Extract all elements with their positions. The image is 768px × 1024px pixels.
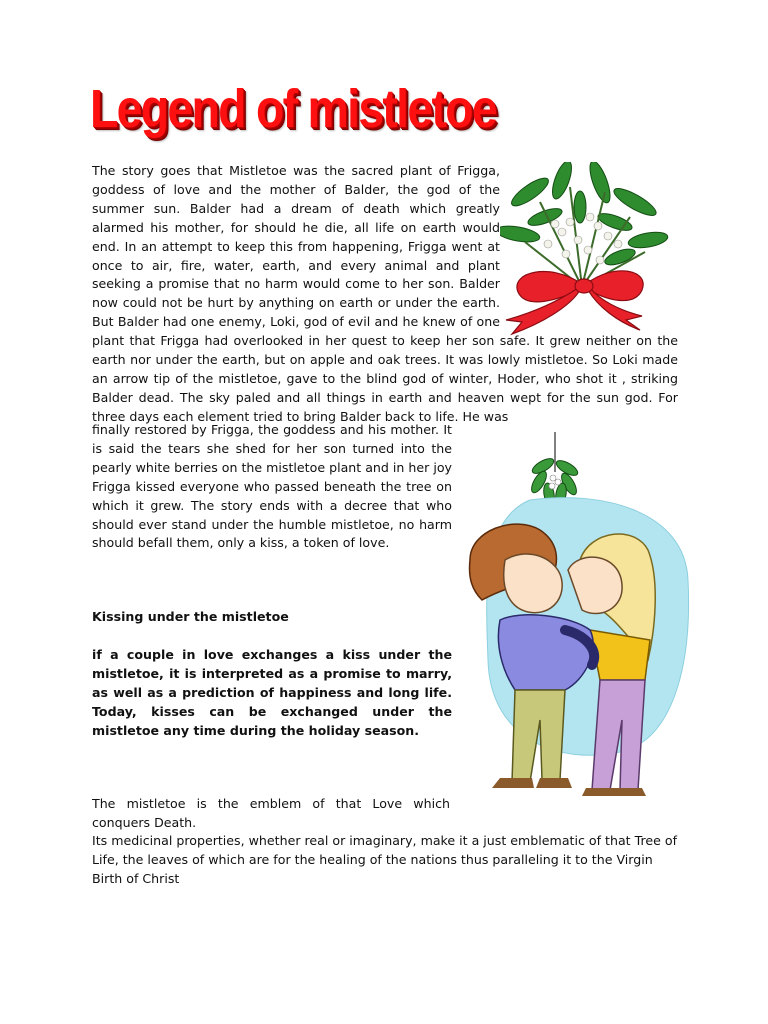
mistletoe-bouquet-illustration <box>500 162 672 340</box>
story-paragraph-1-text: The story goes that Mistletoe was the sacred plant of Frigga, goddess of love and the mother of Balder, the god of the summer sun. Balder had a dream of death which greatly alarmed his mother, for should he die, all life on earth would end. In an attempt to keep this from happening, Frigga went at once to air, fire, water, earth, and every animal and plant seeking a promise that no harm would come to her son. Balder now could not be hurt by anything on earth or under the earth. But Balder had one enemy, Loki, god of evil and he knew of one plant that Frigga had overlooked in her quest to keep her son safe. It grew neither on the earth nor under the earth, but on apple and oak trees. It was lowly mistletoe. So Loki made an arrow tip of the mistletoe, gave to the blind god of winter, Hoder, who shot it , striking Balder dead. The sky paled and all things in earth and heaven wept for the sun god. For three days each element tried to bring Balder back to life. He was <box>92 163 678 424</box>
story-paragraph-2: finally restored by Frigga, the goddess and his mother. It is said the tears she shed for her son turned into the pearly white berries on the mistletoe plant and in her joy Frigga kissed everyone who passed beneath the tree on which it grew. The story ends with a decree that who should ever stand under the humble mistletoe, no harm should befall them, only a kiss, a token of love. <box>92 422 452 551</box>
kissing-paragraph: if a couple in love exchanges a kiss under the mistletoe, it is interpreted as a promise to marry, as well as a prediction of happiness and long life. Today, kisses can be exchanged under the mistletoe any time during the holiday season. <box>92 647 452 738</box>
emblem-line-2: Its medicinal properties, whether real or imaginary, make it a just emblematic of that Tree of Life, the leaves of which are for the healing of the nations thus paralleling it to the Virgin Birth of Christ <box>92 833 677 886</box>
kissing-heading: Kissing under the mistletoe <box>92 609 289 624</box>
page-title: Legend of mistletoe <box>90 79 496 139</box>
emblem-line-1: The mistletoe is the emblem of that Love which conquers Death. <box>92 796 450 830</box>
kissing-couple-illustration <box>460 490 692 800</box>
